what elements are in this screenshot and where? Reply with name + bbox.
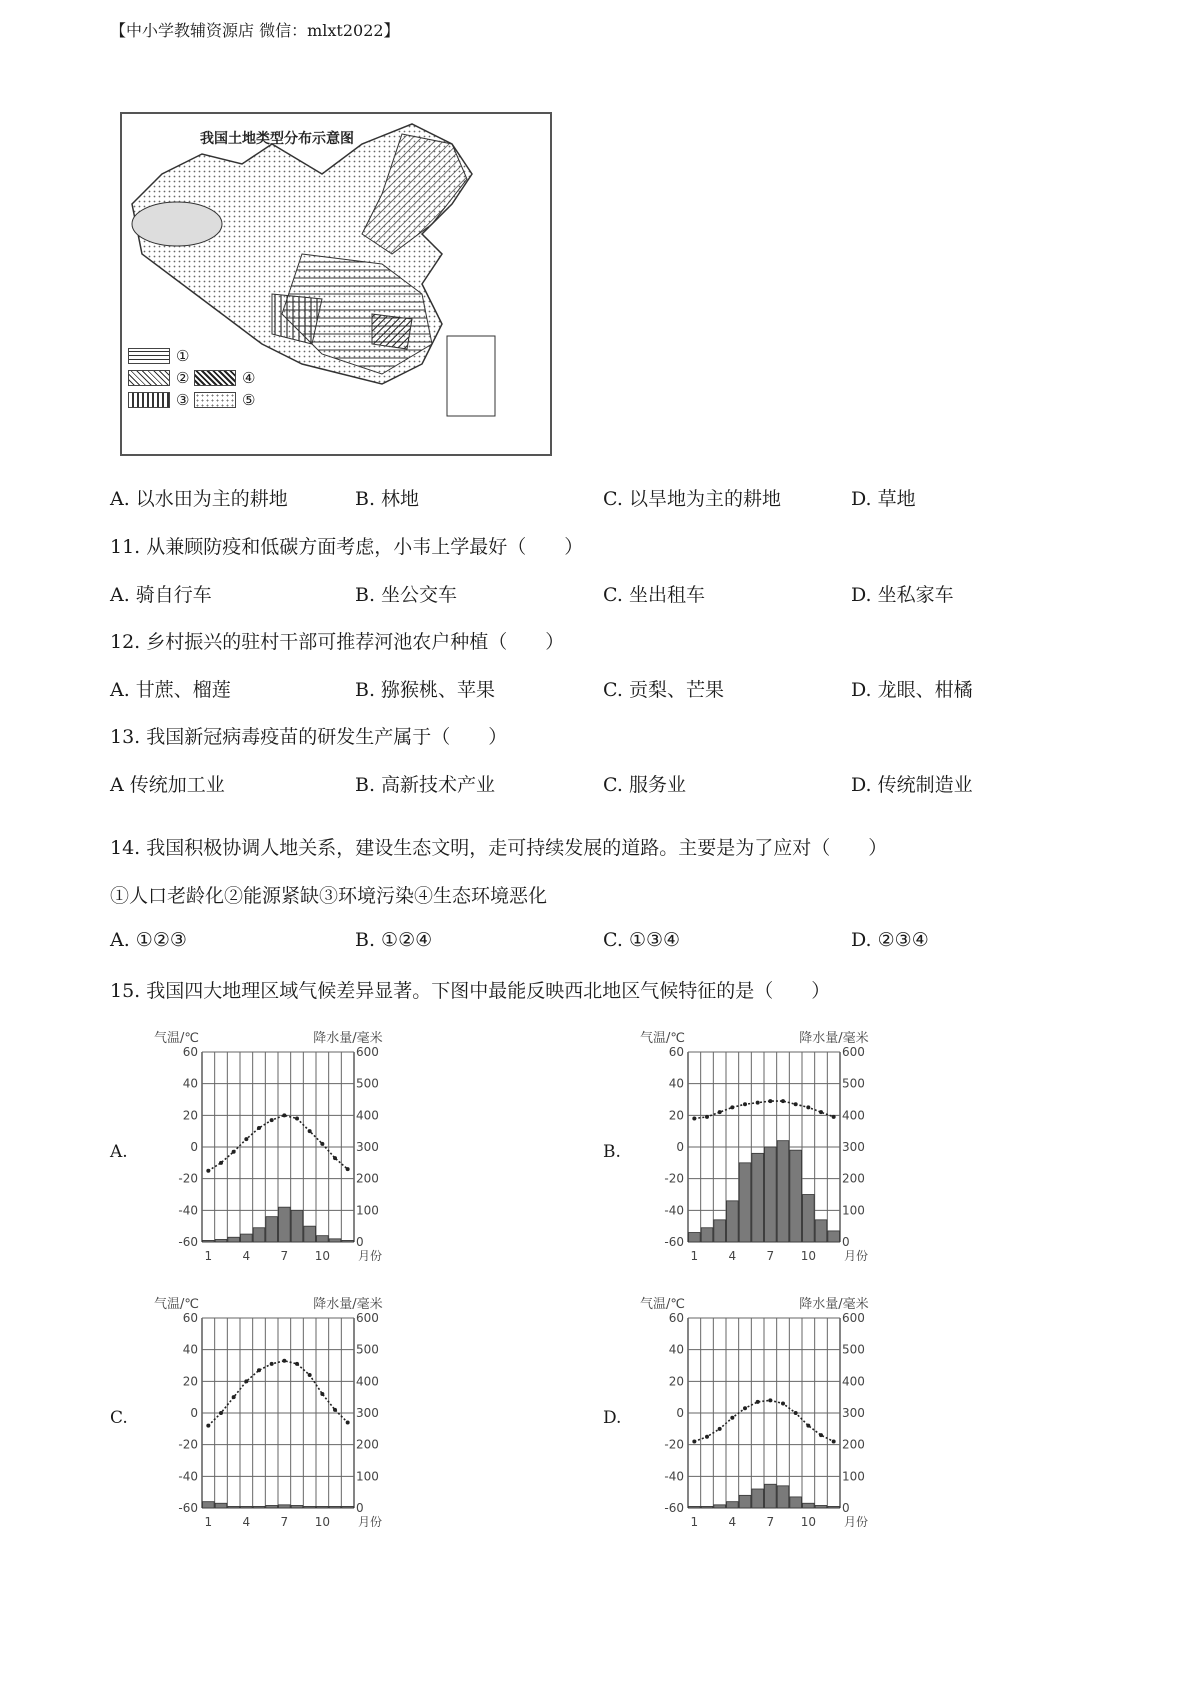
temperature-point	[756, 1400, 760, 1404]
legend-swatch-1	[128, 348, 170, 364]
y-right-tick: 100	[356, 1469, 379, 1484]
precip-bar	[279, 1505, 291, 1508]
temperature-point	[219, 1411, 223, 1415]
y-right-tick: 200	[356, 1171, 379, 1186]
q14-option-b[interactable]: B. ①②④	[355, 929, 433, 951]
climate-chart-b	[636, 1030, 896, 1280]
precip-bar	[228, 1506, 240, 1508]
temperature-point	[295, 1362, 299, 1366]
precip-bar	[777, 1141, 789, 1242]
legend-item-4	[194, 369, 255, 387]
y-right-tick: 600	[356, 1045, 379, 1059]
legend-label-1: ①	[176, 347, 190, 365]
chart-a-option-label[interactable]: A.	[110, 1142, 128, 1162]
legend-swatch-4	[194, 370, 236, 386]
y-left-tick: 60	[182, 1045, 198, 1059]
temperature-point	[705, 1435, 709, 1439]
precip-bar	[291, 1210, 303, 1242]
x-tick: 1	[690, 1249, 699, 1263]
precip-bar	[329, 1506, 341, 1508]
y-right-tick: 0	[356, 1501, 364, 1515]
y-left-tick: -40	[178, 1469, 198, 1484]
q15-stem: 15. 我国四大地理区域气候差异显著。下图中最能反映西北地区气候特征的是（ ）	[110, 980, 831, 1002]
precip-bar	[765, 1147, 777, 1242]
y-left-tick: -40	[664, 1203, 684, 1218]
y-left-tick: -60	[664, 1501, 684, 1515]
y-right-tick: 600	[356, 1311, 379, 1325]
precip-bar	[777, 1486, 789, 1508]
temperature-point	[206, 1169, 210, 1173]
temperature-point	[718, 1427, 722, 1431]
precip-bar	[689, 1233, 701, 1243]
x-tick: 4	[242, 1515, 251, 1529]
y-right-tick: 300	[356, 1140, 379, 1154]
temperature-point	[819, 1110, 823, 1114]
legend-item-1	[128, 347, 189, 365]
y-right-tick: 500	[842, 1076, 865, 1091]
precip-bar	[266, 1217, 278, 1242]
precip-bar	[253, 1228, 265, 1242]
precip-bar	[342, 1506, 354, 1508]
x-tick: 1	[204, 1515, 213, 1529]
y-left-tick: 40	[668, 1076, 684, 1091]
temperature-point	[232, 1395, 236, 1399]
y-right-tick: 600	[842, 1045, 865, 1059]
temperature-point	[282, 1359, 286, 1363]
y-right-tick: 400	[842, 1374, 865, 1389]
y-right-tick: 0	[842, 1501, 850, 1515]
temperature-point	[244, 1137, 248, 1141]
y-left-tick: -20	[178, 1171, 198, 1186]
q14-option-d[interactable]: D. ②③④	[851, 929, 929, 951]
q13-option-a[interactable]: A 传统加工业	[110, 774, 225, 796]
precip-bar	[815, 1505, 827, 1508]
y-right-tick: 400	[842, 1108, 865, 1123]
precip-bar	[739, 1163, 751, 1242]
map-title: 我国土地类型分布示意图	[200, 131, 354, 147]
legend-swatch-2	[128, 370, 170, 386]
x-tick: 4	[728, 1249, 737, 1263]
q12-option-a[interactable]: A. 甘蔗、榴莲	[110, 679, 231, 701]
y-right-tick: 0	[356, 1235, 364, 1249]
temperature-point	[206, 1424, 210, 1428]
q11-option-d[interactable]: D. 坐私家车	[851, 584, 954, 606]
x-tick: 10	[800, 1515, 816, 1529]
precip-bar	[317, 1506, 329, 1508]
chart-c-option-label[interactable]: C.	[110, 1408, 128, 1428]
y-left-tick: 0	[676, 1406, 684, 1420]
legend-item-2	[128, 369, 189, 387]
precip-bar	[279, 1207, 291, 1242]
temperature-point	[743, 1102, 747, 1106]
temperature-point	[730, 1105, 734, 1109]
temperature-point	[781, 1099, 785, 1103]
q12-option-d[interactable]: D. 龙眼、柑橘	[851, 679, 973, 701]
y-left-tick: -20	[178, 1437, 198, 1452]
temperature-point	[768, 1398, 772, 1402]
precip-bar	[790, 1497, 802, 1508]
x-tick: 4	[242, 1249, 251, 1263]
temperature-point	[832, 1440, 836, 1444]
precip-bar	[714, 1505, 726, 1508]
ylabel-left: 气温/℃	[154, 1297, 199, 1312]
xlabel: 月份	[844, 1249, 869, 1263]
y-left-tick: -60	[664, 1235, 684, 1249]
temperature-point	[756, 1101, 760, 1105]
x-tick: 7	[280, 1249, 289, 1263]
precip-bar	[790, 1150, 802, 1242]
q13-option-b[interactable]: B. 高新技术产业	[355, 774, 496, 796]
q12-stem: 12. 乡村振兴的驻村干部可推荐河池农户种植（ ）	[110, 631, 565, 653]
precip-bar	[342, 1240, 354, 1242]
y-left-tick: 0	[190, 1406, 198, 1420]
y-left-tick: -60	[178, 1501, 198, 1515]
q10-option-d[interactable]: D. 草地	[851, 488, 916, 510]
temperature-point	[320, 1392, 324, 1396]
precip-bar	[752, 1153, 764, 1242]
y-left-tick: 40	[668, 1342, 684, 1357]
q13-stem: 13. 我国新冠病毒疫苗的研发生产属于（ ）	[110, 726, 508, 748]
y-right-tick: 500	[356, 1076, 379, 1091]
q11-stem: 11. 从兼顾防疫和低碳方面考虑，小韦上学最好（ ）	[110, 536, 584, 558]
y-left-tick: -20	[664, 1437, 684, 1452]
y-left-tick: 60	[182, 1311, 198, 1325]
xlabel: 月份	[358, 1515, 383, 1529]
temperature-point	[295, 1117, 299, 1121]
temperature-point	[270, 1118, 274, 1122]
temperature-point	[743, 1406, 747, 1410]
ylabel-right: 降水量/毫米	[313, 1031, 383, 1046]
y-left-tick: 60	[668, 1311, 684, 1325]
precip-bar	[215, 1503, 227, 1508]
precip-bar	[803, 1503, 815, 1508]
chart-b-option-label[interactable]: B.	[603, 1142, 621, 1162]
temperature-point	[781, 1402, 785, 1406]
precip-bar	[291, 1505, 303, 1508]
legend-label-2: ②	[176, 369, 190, 387]
precip-bar	[765, 1484, 777, 1508]
y-left-tick: 60	[668, 1045, 684, 1059]
temperature-point	[806, 1424, 810, 1428]
temperature-point	[692, 1117, 696, 1121]
legend-item-3	[128, 391, 189, 409]
x-tick: 1	[204, 1249, 213, 1263]
precip-bar	[752, 1489, 764, 1508]
ylabel-left: 气温/℃	[154, 1031, 199, 1046]
y-right-tick: 300	[842, 1140, 865, 1154]
y-left-tick: 40	[182, 1342, 198, 1357]
ylabel-right: 降水量/毫米	[799, 1297, 869, 1312]
q13-option-d[interactable]: D. 传统制造业	[851, 774, 973, 796]
y-right-tick: 500	[842, 1342, 865, 1357]
q14-option-a[interactable]: A. ①②③	[110, 929, 187, 951]
precip-bar	[241, 1234, 253, 1242]
y-left-tick: -40	[178, 1203, 198, 1218]
temperature-point	[282, 1113, 286, 1117]
y-right-tick: 100	[356, 1203, 379, 1218]
y-right-tick: 600	[842, 1311, 865, 1325]
precip-bar	[689, 1506, 701, 1508]
y-right-tick: 400	[356, 1108, 379, 1123]
y-left-tick: -60	[178, 1235, 198, 1249]
climate-chart-d	[636, 1296, 896, 1546]
y-left-tick: 0	[190, 1140, 198, 1154]
source-header: 【中小学教辅资源店 微信：mlxt2022】	[110, 21, 400, 40]
legend-label-3: ③	[176, 391, 190, 409]
y-right-tick: 300	[842, 1406, 865, 1420]
y-right-tick: 200	[356, 1437, 379, 1452]
land-type-map	[120, 112, 552, 456]
y-right-tick: 500	[356, 1342, 379, 1357]
legend-label-5: ⑤	[242, 391, 256, 409]
precip-bar	[241, 1506, 253, 1508]
xlabel: 月份	[844, 1515, 869, 1529]
q11-option-b[interactable]: B. 坐公交车	[355, 584, 458, 606]
q11-option-a[interactable]: A. 骑自行车	[110, 584, 212, 606]
precip-bar	[329, 1239, 341, 1242]
precip-bar	[828, 1231, 840, 1242]
y-left-tick: 40	[182, 1076, 198, 1091]
temperature-point	[346, 1167, 350, 1171]
precip-bar	[727, 1201, 739, 1242]
temperature-point	[768, 1099, 772, 1103]
precip-bar	[727, 1502, 739, 1508]
y-left-tick: 20	[668, 1108, 684, 1123]
temperature-point	[705, 1115, 709, 1119]
legend-swatch-3	[128, 392, 170, 408]
precip-bar	[739, 1495, 751, 1508]
precip-bar	[815, 1220, 827, 1242]
temperature-point	[718, 1110, 722, 1114]
q14-stem: 14. 我国积极协调人地关系，建设生态文明，走可持续发展的道路。主要是为了应对（ ）	[110, 837, 888, 859]
precip-bar	[701, 1506, 713, 1508]
q12-option-b[interactable]: B. 猕猴桃、苹果	[355, 679, 496, 701]
ylabel-right: 降水量/毫米	[799, 1031, 869, 1046]
temperature-point	[333, 1408, 337, 1412]
ylabel-right: 降水量/毫米	[313, 1297, 383, 1312]
precip-bar	[714, 1220, 726, 1242]
x-tick: 7	[280, 1515, 289, 1529]
y-left-tick: 20	[182, 1108, 198, 1123]
temperature-point	[257, 1368, 261, 1372]
chart-d-option-label[interactable]: D.	[603, 1408, 622, 1428]
q10-option-b[interactable]: B. 林地	[355, 488, 420, 510]
q10-option-a[interactable]: A. 以水田为主的耕地	[110, 488, 288, 510]
ylabel-left: 气温/℃	[640, 1031, 685, 1046]
temperature-point	[219, 1161, 223, 1165]
precip-bar	[266, 1505, 278, 1508]
temperature-point	[794, 1102, 798, 1106]
x-tick: 7	[766, 1249, 775, 1263]
temperature-point	[794, 1411, 798, 1415]
ylabel-left: 气温/℃	[640, 1297, 685, 1312]
x-tick: 10	[314, 1515, 330, 1529]
precip-bar	[701, 1228, 713, 1242]
precip-bar	[203, 1240, 215, 1242]
y-left-tick: 0	[676, 1140, 684, 1154]
precip-bar	[803, 1195, 815, 1243]
q10-option-c[interactable]: C. 以旱地为主的耕地	[603, 488, 781, 510]
temperature-point	[320, 1142, 324, 1146]
precip-bar	[317, 1236, 329, 1242]
temperature-point	[832, 1115, 836, 1119]
temperature-point	[333, 1156, 337, 1160]
precip-bar	[228, 1237, 240, 1242]
temperature-point	[819, 1433, 823, 1437]
temperature-point	[308, 1129, 312, 1133]
y-right-tick: 400	[356, 1374, 379, 1389]
climate-chart-c	[150, 1296, 410, 1546]
y-left-tick: -20	[664, 1171, 684, 1186]
temperature-point	[244, 1379, 248, 1383]
q14-statements: ①人口老龄化②能源紧缺③环境污染④生态环境恶化	[110, 885, 548, 907]
y-right-tick: 200	[842, 1437, 865, 1452]
y-left-tick: -40	[664, 1469, 684, 1484]
temperature-point	[806, 1105, 810, 1109]
temperature-point	[730, 1416, 734, 1420]
x-tick: 10	[800, 1249, 816, 1263]
legend-item-5	[194, 391, 255, 409]
y-right-tick: 100	[842, 1203, 865, 1218]
q11-option-c[interactable]: C. 坐出租车	[603, 584, 705, 606]
temperature-point	[270, 1362, 274, 1366]
x-tick: 4	[728, 1515, 737, 1529]
xlabel: 月份	[358, 1249, 383, 1263]
y-right-tick: 100	[842, 1469, 865, 1484]
precip-bar	[828, 1506, 840, 1508]
q13-option-c[interactable]: C. 服务业	[603, 774, 686, 796]
precip-bar	[215, 1239, 227, 1242]
y-right-tick: 300	[356, 1406, 379, 1420]
x-tick: 1	[690, 1515, 699, 1529]
temperature-point	[308, 1373, 312, 1377]
x-tick: 7	[766, 1515, 775, 1529]
legend-swatch-5	[194, 392, 236, 408]
precip-bar	[304, 1226, 316, 1242]
q12-option-c[interactable]: C. 贡梨、芒果	[603, 679, 724, 701]
y-left-tick: 20	[182, 1374, 198, 1389]
climate-chart-a	[150, 1030, 410, 1280]
temperature-point	[692, 1440, 696, 1444]
x-tick: 10	[314, 1249, 330, 1263]
temperature-point	[346, 1421, 350, 1425]
legend-label-4: ④	[242, 369, 256, 387]
y-right-tick: 200	[842, 1171, 865, 1186]
y-left-tick: 20	[668, 1374, 684, 1389]
q14-option-c[interactable]: C. ①③④	[603, 929, 681, 951]
precip-bar	[253, 1506, 265, 1508]
temperature-point	[257, 1126, 261, 1130]
temperature-point	[232, 1150, 236, 1154]
precip-bar	[304, 1506, 316, 1508]
precip-bar	[203, 1502, 215, 1508]
y-right-tick: 0	[842, 1235, 850, 1249]
